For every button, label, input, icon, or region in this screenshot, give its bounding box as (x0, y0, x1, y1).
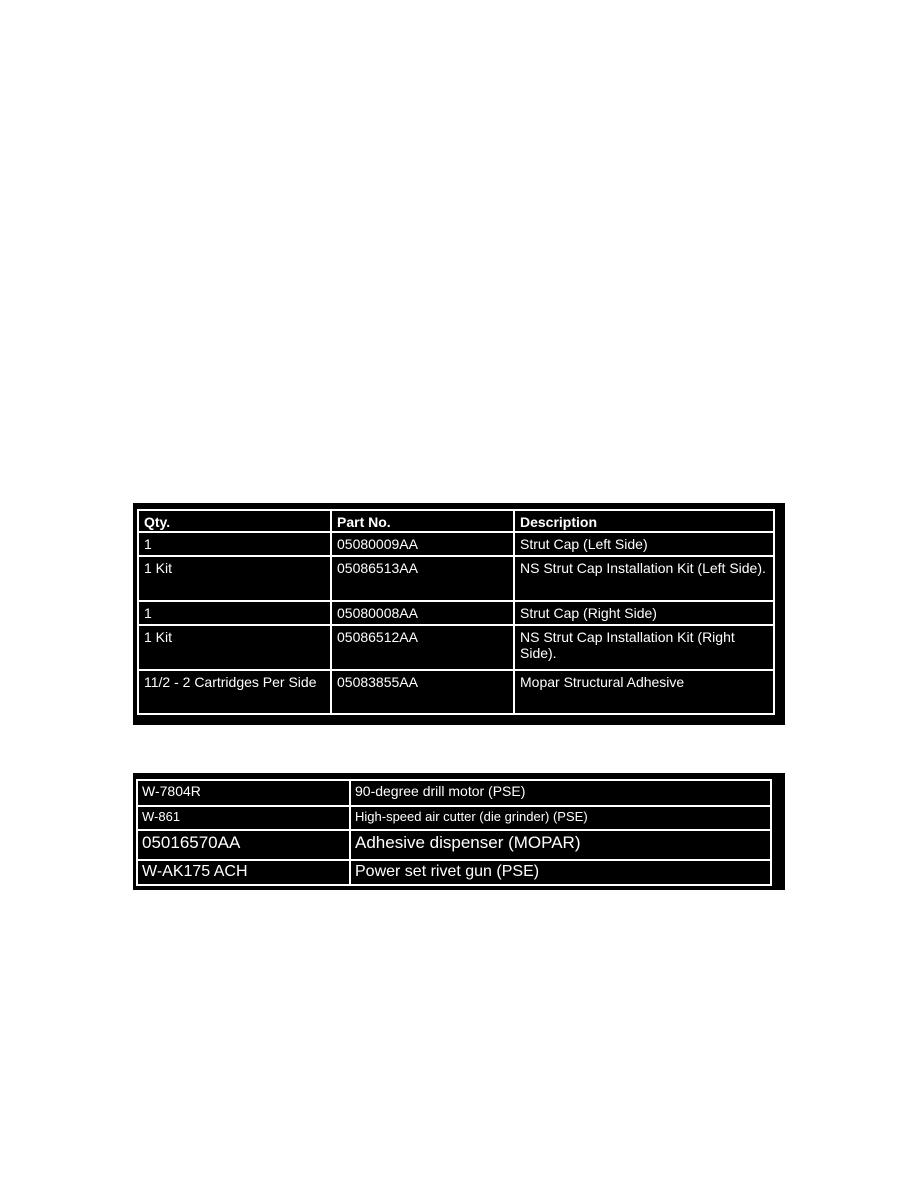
cell-tool-description: 90-degree drill motor (PSE) (350, 780, 771, 806)
cell-tool-description: Adhesive dispenser (MOPAR) (350, 830, 771, 860)
table-row (137, 860, 771, 885)
cell-tool-no: 05016570AA (137, 830, 350, 860)
cell-description: Mopar Structural Adhesive (514, 670, 774, 714)
table-header-row (138, 510, 774, 532)
cell-tool-no: W-7804R (137, 780, 350, 806)
cell-qty: 1 Kit (138, 625, 331, 670)
header-qty: Qty. (138, 510, 331, 532)
cell-qty: 1 Kit (138, 556, 331, 601)
cell-part-no: 05080008AA (331, 601, 514, 625)
cell-tool-no: W-861 (137, 806, 350, 830)
table-row (138, 601, 774, 625)
cell-tool-description: High-speed air cutter (die grinder) (PSE) (350, 806, 771, 830)
tools-table-panel (133, 773, 785, 890)
cell-part-no: 05086512AA (331, 625, 514, 670)
cell-part-no: 05083855AA (331, 670, 514, 714)
table-row (137, 806, 771, 830)
cell-description: Strut Cap (Left Side) (514, 532, 774, 556)
table-row (137, 830, 771, 860)
table-row (138, 625, 774, 670)
table-row (138, 532, 774, 556)
parts-table (137, 509, 775, 715)
cell-description: NS Strut Cap Installation Kit (Left Side). (514, 556, 774, 601)
cell-part-no: 05086513AA (331, 556, 514, 601)
cell-qty: 1 (138, 601, 331, 625)
table-row (138, 556, 774, 601)
cell-qty: 1 (138, 532, 331, 556)
cell-description: NS Strut Cap Installation Kit (Right Side). (514, 625, 774, 670)
cell-part-no: 05080009AA (331, 532, 514, 556)
header-part-no: Part No. (331, 510, 514, 532)
parts-table-panel (133, 503, 785, 725)
cell-description: Strut Cap (Right Side) (514, 601, 774, 625)
table-row (137, 780, 771, 806)
cell-qty: 11/2 - 2 Cartridges Per Side (138, 670, 331, 714)
header-description: Description (514, 510, 774, 532)
cell-tool-no: W-AK175 ACH (137, 860, 350, 885)
tools-table (136, 779, 772, 886)
cell-tool-description: Power set rivet gun (PSE) (350, 860, 771, 885)
table-row (138, 670, 774, 714)
